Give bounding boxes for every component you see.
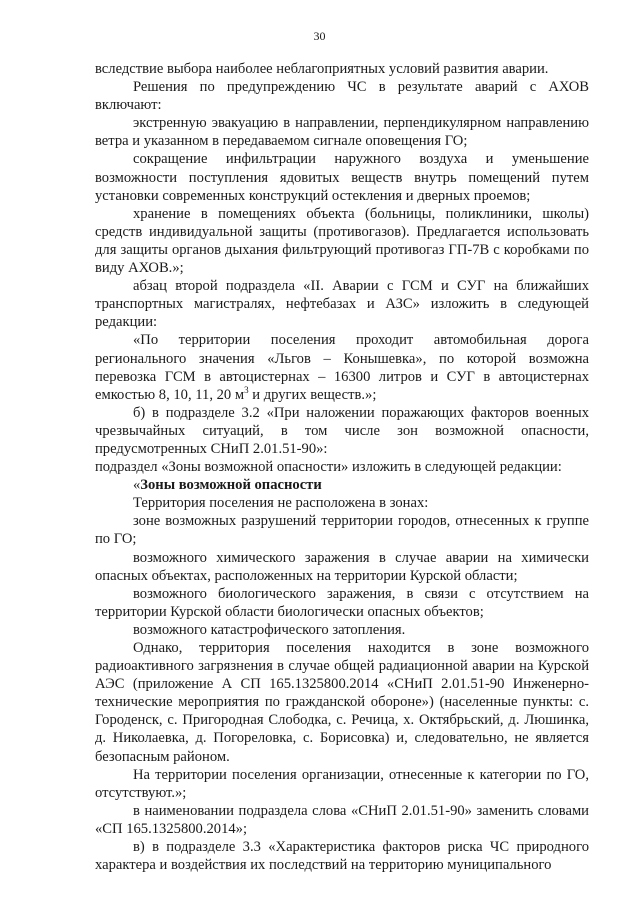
paragraph-13: возможного катастрофического затопления.: [133, 621, 406, 638]
document-body: [95, 60, 589, 874]
paragraph-2: экстренную эвакуацию в направлении, перпендикулярном направлению ветра и указанном в передаваемом сигнале оповещения ГО;: [95, 115, 589, 150]
paragraph-5: абзац второй подраздела «II. Аварии с ГСМ и СУГ на ближайших транспортных магистралях, нефтебазах и АЗС» изложить в следующей редакции:: [95, 278, 589, 331]
paragraph-1: Решения по предупреждению ЧС в результате аварий с АХОВ включают:: [95, 79, 589, 114]
paragraph-6-text: «По территории поселения проходит автомобильная дорога регионального значения «Льгов – Конышевка», по которой возможна перевозка ГСМ в автоцистернах – 16300 литров и СУГ в автоцистернах емкостью 8, 10, 11, 20 м: [95, 332, 589, 403]
superscript-3: 3: [244, 384, 249, 395]
paragraph-17: в) в подразделе 3.3 «Характеристика факторов риска ЧС природного характера и воздействия их последствий на территорию муниципального: [95, 839, 589, 874]
paragraph-0: вследствие выбора наиболее неблагоприятных условий развития аварии.: [95, 61, 549, 77]
paragraph-15: На территории поселения организации, отнесенные к категории по ГО, отсутствуют.»;: [95, 766, 589, 801]
paragraph-12: возможного биологического заражения, в связи с отсутствием на территории Курской области биологически опасных объектов;: [95, 585, 589, 620]
paragraph-7: б) в подразделе 3.2 «При наложении поражающих факторов военных чрезвычайных ситуаций, в том числе зон возможной опасности, предусмотренных СНиП 2.01.51-90»:: [95, 404, 589, 457]
paragraph-14: Однако, территория поселения находится в зоне возможного радиоактивного загрязнения в случае общей радиационной аварии на Курской АЭС (приложение А СП 165.1325800.2014 «СНиП 2.01.51-90 Инженерно-технические мероприятия по гражданской обороне») (населенные пункты: с. Городенск, с. Пригородная Слободка, с. Речица, х. Октябрьский, д. Люшинка, д. Николаевка, д. Погореловка, с. Борисовка) и, следовательно, не является безопасным районом.: [95, 640, 589, 765]
paragraph-11: возможного химического заражения в случае аварии на химически опасных объектах, расположенных на территории Курской области;: [95, 549, 589, 584]
paragraph-6-tail: и других веществ.»;: [248, 386, 377, 403]
paragraph-3: сокращение инфильтрации наружного воздуха и уменьшение возможности поступления ядовитых веществ внутрь помещений путем установки современных конструкций остекления и дверных проемов;: [95, 151, 589, 204]
page-number: 30: [313, 29, 326, 43]
paragraph-16: в наименовании подраздела слова «СНиП 2.01.51-90» заменить словами «СП 165.1325800.2014»;: [95, 802, 589, 837]
paragraph-8: подраздел «Зоны возможной опасности» изложить в следующей редакции:: [95, 459, 562, 476]
opening-quote: «: [133, 477, 141, 494]
paragraph-4: хранение в помещениях объекта (больницы, поликлиники, школы) средств индивидуальной защиты (противогазов). Предлагается использовать для защиты органов дыхания фильтрующий противогаз ГП-7В с коробками по виду АХОВ.»;: [95, 205, 589, 277]
heading-text: Зоны возможной опасности: [140, 477, 322, 494]
paragraph-6: [95, 331, 589, 403]
section-heading: [95, 476, 589, 494]
paragraph-9: Территория поселения не расположена в зонах:: [133, 495, 429, 512]
paragraph-10: зоне возможных разрушений территории городов, отнесенных к группе по ГО;: [95, 513, 589, 548]
